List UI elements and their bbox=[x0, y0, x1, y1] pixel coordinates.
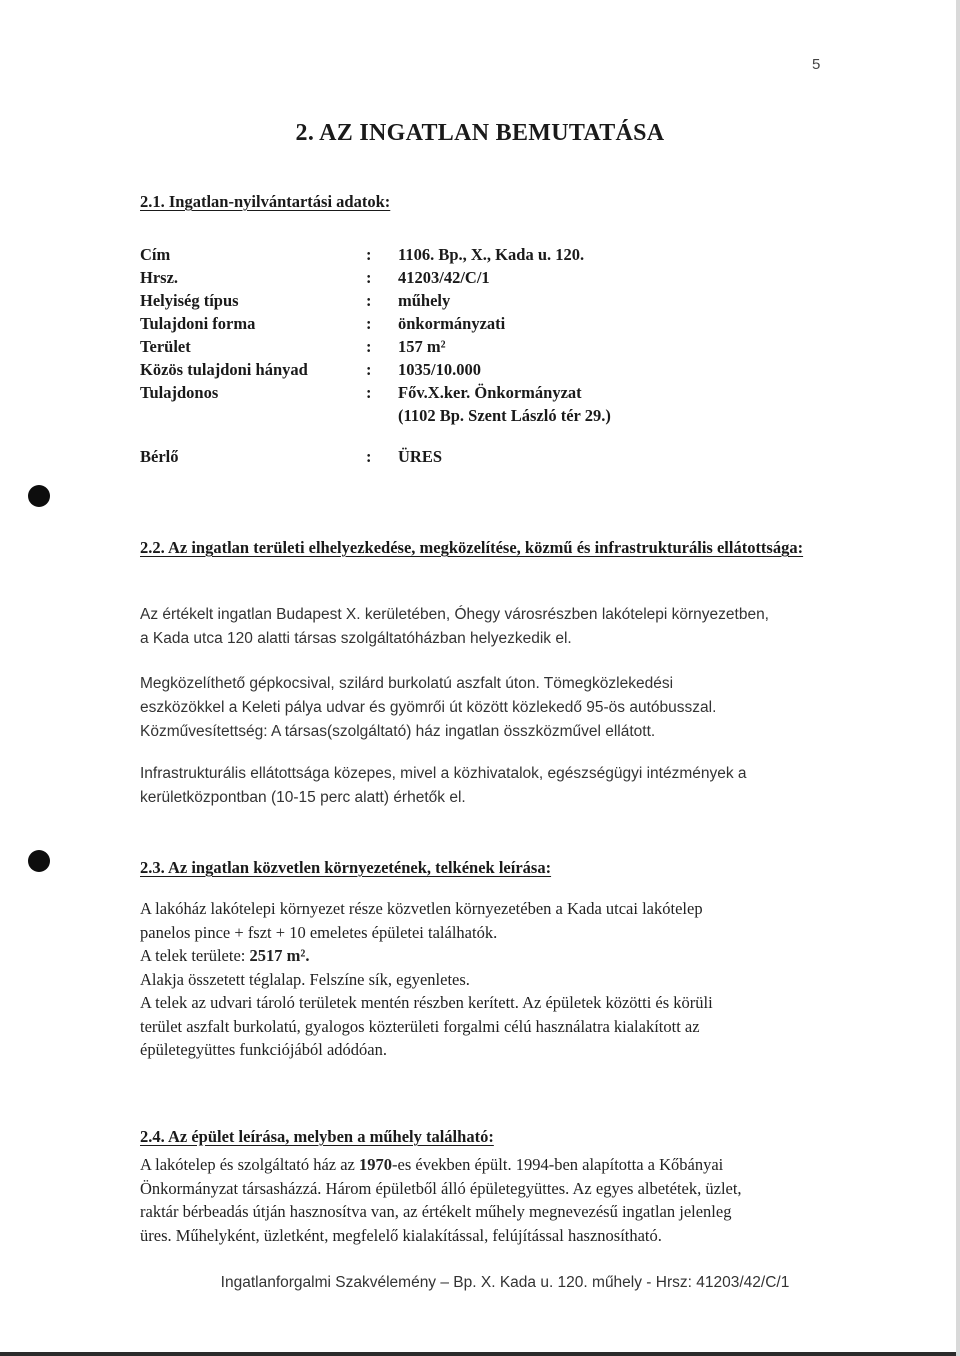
construction-decade: 1970 bbox=[359, 1155, 392, 1174]
punch-hole-mark bbox=[28, 850, 50, 872]
paragraph-line: terület aszfalt burkolatú, gyalogos közterületi forgalmi célú használatra kialakított az bbox=[140, 1016, 700, 1036]
surroundings-paragraph bbox=[140, 897, 844, 1062]
register-colon: : bbox=[366, 447, 372, 466]
paragraph-line: a Kada utca 120 alatti társas szolgáltatóházban helyezkedik el. bbox=[140, 630, 572, 647]
register-label: Bérlő bbox=[140, 447, 179, 466]
register-colon: : bbox=[366, 291, 372, 310]
register-value: ÜRES bbox=[398, 447, 443, 466]
register-label: Tulajdoni forma bbox=[140, 314, 256, 333]
register-value: 157 m² bbox=[398, 337, 446, 356]
paragraph-line: Önkormányzat társasházzá. Három épületből álló épületegyüttes. Az egyes albetétek, üzlet, bbox=[140, 1178, 742, 1198]
paragraph-line: Alakja összetett téglalap. Felszíne sík, egyenletes. bbox=[140, 969, 470, 989]
property-register-table bbox=[140, 243, 700, 468]
register-row-parcel-number bbox=[140, 266, 700, 289]
section-2-1-heading: 2.1. Ingatlan-nyilvántartási adatok: bbox=[140, 192, 391, 211]
paragraph-line: kerületközpontban (10-15 perc alatt) érhetők el. bbox=[140, 789, 466, 806]
page-footer: Ingatlanforgalmi Szakvélemény – Bp. X. Kada u. 120. műhely - Hrsz: 41203/42/C/1 bbox=[220, 1274, 790, 1291]
owner-address: (1102 Bp. Szent László tér 29.) bbox=[398, 406, 611, 425]
register-value: 41203/42/C/1 bbox=[398, 268, 490, 287]
page-title: 2. AZ INGATLAN BEMUTATÁSA bbox=[295, 120, 665, 146]
section-2-2-heading: 2.2. Az ingatlan területi elhelyezkedése, megközelítése, közmű és infrastrukturális ellátottsága: bbox=[140, 538, 804, 557]
plot-area-value: 2517 m². bbox=[249, 946, 310, 965]
page-number: 5 bbox=[812, 56, 821, 73]
infrastructure-paragraph bbox=[140, 762, 844, 810]
register-colon: : bbox=[366, 268, 372, 287]
scan-edge-bottom bbox=[0, 1352, 960, 1356]
plot-area-label: A telek területe: bbox=[140, 946, 250, 965]
register-colon: : bbox=[366, 337, 372, 356]
paragraph-line: A lakóház lakótelepi környezet része közvetlen környezetében a Kada utcai lakótelep bbox=[140, 899, 703, 918]
paragraph-line: eszközökkel a Keleti pálya udvar és gyömrői út között közlekedő 95-ös autóbusszal. bbox=[140, 699, 717, 716]
register-colon: : bbox=[366, 383, 372, 402]
scan-edge-right bbox=[956, 0, 960, 1356]
register-colon: : bbox=[366, 360, 372, 379]
register-row-owner-address bbox=[140, 404, 700, 427]
register-value: önkormányzati bbox=[398, 314, 506, 333]
paragraph-line: Infrastrukturális ellátottsága közepes, mivel a közhivatalok, egészségügyi intézmények a bbox=[140, 765, 747, 782]
paragraph-line bbox=[140, 1153, 844, 1177]
register-value: Főv.X.ker. Önkormányzat bbox=[398, 383, 582, 402]
register-colon: : bbox=[366, 314, 372, 333]
register-label: Közös tulajdoni hányad bbox=[140, 360, 308, 379]
paragraph-line: A telek az udvari tároló területek mentén részben kerített. Az épületek közötti és körüli bbox=[140, 993, 713, 1012]
register-label: Hrsz. bbox=[140, 268, 179, 287]
register-row-tenant bbox=[140, 445, 700, 468]
building-description-paragraph bbox=[140, 1153, 844, 1247]
register-label: Tulajdonos bbox=[140, 383, 219, 402]
register-colon: : bbox=[366, 245, 372, 264]
punch-hole-mark bbox=[28, 485, 50, 507]
paragraph-line: raktár bérbeadás útján hasznosítva van, az értékelt műhely megnevezésű ingatlan jelenleg bbox=[140, 1202, 732, 1221]
text-segment: -es években épült. 1994-ben alapította a Kőbányai bbox=[392, 1155, 724, 1174]
register-row-area bbox=[140, 335, 700, 358]
register-row-ownership-form bbox=[140, 312, 700, 335]
paragraph-line: üres. Műhelyként, üzletként, megfelelő kialakítással, felújítással hasznosítható. bbox=[140, 1225, 662, 1245]
paragraph-line: épületegyüttes funkciójából adódóan. bbox=[140, 1040, 387, 1059]
register-label: Terület bbox=[140, 337, 191, 356]
access-paragraph bbox=[140, 672, 844, 744]
paragraph-line: Közművesítettség: A társas(szolgáltató) ház ingatlan összközművel ellátott. bbox=[140, 723, 656, 740]
register-row-address bbox=[140, 243, 700, 266]
section-2-3-heading: 2.3. Az ingatlan közvetlen környezetének, telkének leírása: bbox=[140, 858, 552, 877]
register-value: 1035/10.000 bbox=[398, 360, 481, 379]
location-paragraph bbox=[140, 603, 844, 651]
paragraph-line: Az értékelt ingatlan Budapest X. kerületében, Óhegy városrészben lakótelepi környezetben, bbox=[140, 606, 769, 623]
register-value: 1106. Bp., X., Kada u. 120. bbox=[398, 245, 585, 264]
plot-area-line bbox=[140, 944, 844, 968]
register-row-common-share bbox=[140, 358, 700, 381]
register-label: Helyiség típus bbox=[140, 291, 239, 310]
text-segment: A lakótelep és szolgáltató ház az bbox=[140, 1155, 359, 1174]
register-label: Cím bbox=[140, 245, 171, 264]
paragraph-line: Megközelíthető gépkocsival, szilárd burkolatú aszfalt úton. Tömegközlekedési bbox=[140, 675, 674, 692]
register-row-premises-type bbox=[140, 289, 700, 312]
section-2-4-heading: 2.4. Az épület leírása, melyben a műhely található: bbox=[140, 1127, 494, 1146]
register-row-owner bbox=[140, 381, 700, 404]
paragraph-line: panelos pince + fszt + 10 emeletes épületei találhatók. bbox=[140, 922, 498, 942]
register-value: műhely bbox=[398, 291, 451, 310]
